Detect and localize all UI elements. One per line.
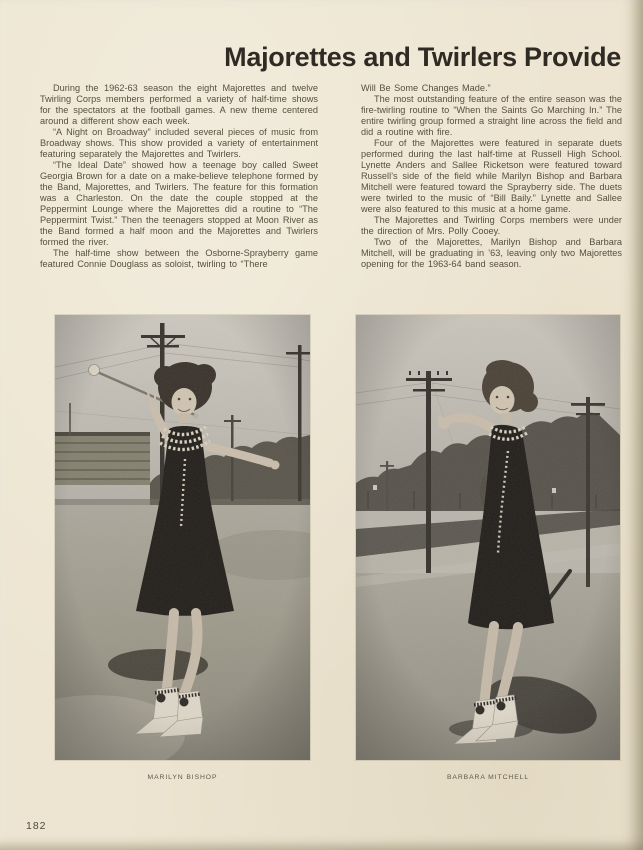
page-title: Majorettes and Twirlers Provide [224,42,621,73]
photo-barbara-mitchell [356,315,620,760]
article-paragraph: Four of the Majorettes were featured in separate duets performed during the last half-time at Russell High School. Lynette Anders and Sallee Ricketson were featured toward Russell’s side of the field while Marilyn Bishop and Barbara Mitchell were featured toward the Sprayberry side. The duets were twirled to the music of “Bill Baily.” Lynette and Sallee were also featured to this music at a home game. [361,138,622,214]
vignette [356,315,620,760]
article-paragraph: “A Night on Broadway” included several pieces of music from Broadway shows. This show provided a variety of entertainment featuring separately the Majorettes and Twirlers. [40,127,318,159]
article-paragraph: Will Be Some Changes Made.” [361,83,491,93]
page-number: 182 [26,820,47,832]
article-paragraph: During the 1962-63 season the eight Majorettes and twelve Twirling Corps members performed a variety of half-time shows for the spectators at the football games. A new theme centered around a different show each week. [40,83,318,126]
vignette [55,315,310,760]
article-paragraph: “The Ideal Date” showed how a teenage boy called Sweet Georgia Brown for a date on a make-believe telephone formed by the Band, Majorettes, and Twirlers. The feature for this formation was a Charleston. On the date the couple stopped at the Peppermint Lounge where the Majorettes did a routine to “The Peppermint Twist.” Then the teenagers stopped at Moon River as the Band formed a half moon and the Majorettes and Twirlers formed the river. [40,160,318,247]
photo-marilyn-bishop [55,315,310,760]
article-paragraph: The most outstanding feature of the entire season was the fire-twirling routine to “When the Saints Go Marching In.” The entire twirling group formed a straight line across the field and did a routine with fire. [361,94,622,137]
article-paragraph: The half-time show between the Osborne-Sprayberry game featured Connie Douglass as soloist, twirling to “There [40,248,318,269]
photo-caption-right: BARBARA MITCHELL [446,774,529,781]
article-column-left [40,83,318,270]
article-paragraph: Two of the Majorettes, Marilyn Bishop and Barbara Mitchell, will be graduating in ’63, leaving only two Majorettes opening for the 1963-64 band season. [361,237,622,269]
photo-caption-left: MARILYN BISHOP [147,774,218,781]
article-paragraph: The Majorettes and Twirling Corps members were under the direction of Mrs. Polly Cooey. [361,215,622,236]
article-column-right [361,83,622,270]
